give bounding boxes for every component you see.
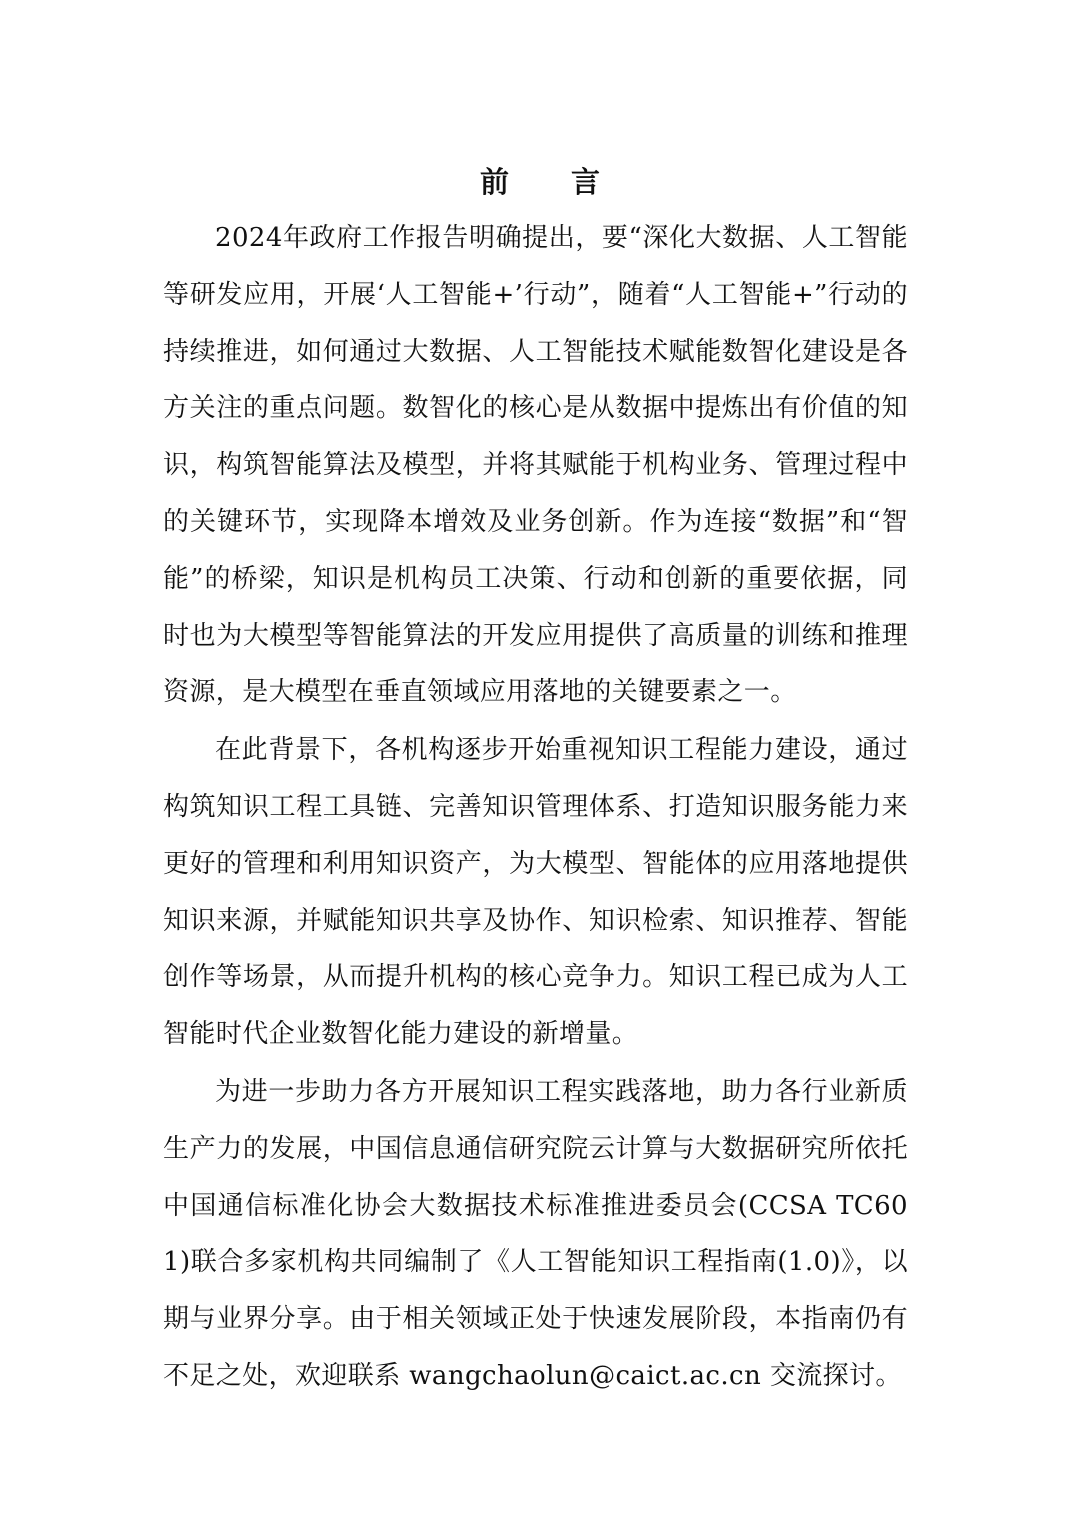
document-body xyxy=(163,210,908,1405)
page-title: 前 言 xyxy=(479,165,627,199)
paragraph-2: 在此背景下，各机构逐步开始重视知识工程能力建设，通过构筑知识工程工具链、完善知识管理体系、打造知识服务能力来更好的管理和利用知识资产，为大模型、智能体的应用落地提供知识来源，并赋能知识共享及协作、知识检索、知识推荐、智能创作等场景，从而提升机构的核心竞争力。知识工程已成为人工智能时代企业数智化能力建设的新增量。 xyxy=(163,735,908,1050)
paragraph-1: 2024年政府工作报告明确提出，要“深化大数据、人工智能等研发应用，开展‘人工智能+’行动”，随着“人工智能+”行动的持续推进，如何通过大数据、人工智能技术赋能数智化建设是各方关注的重点问题。数智化的核心是从数据中提炼出有价值的知识，构筑智能算法及模型，并将其赋能于机构业务、管理过程中的关键环节，实现降本增效及业务创新。作为连接“数据”和“智能”的桥梁，知识是机构员工决策、行动和创新的重要依据，同时也为大模型等智能算法的开发应用提供了高质量的训练和推理资源，是大模型在垂直领域应用落地的关键要素之一。 xyxy=(163,223,908,708)
paragraph-3: 为进一步助力各方开展知识工程实践落地，助力各行业新质生产力的发展，中国信息通信研究院云计算与大数据研究所依托中国通信标准化协会大数据技术标准推进委员会(CCSA TC601)联合多家机构共同编制了《人工智能知识工程指南(1.0)》，以期与业界分享。由于相关领域正处于快速发展阶段，本指南仍有不足之处，欢迎联系 wangchaolun@caict.ac.cn 交流探讨。 xyxy=(163,1076,908,1391)
